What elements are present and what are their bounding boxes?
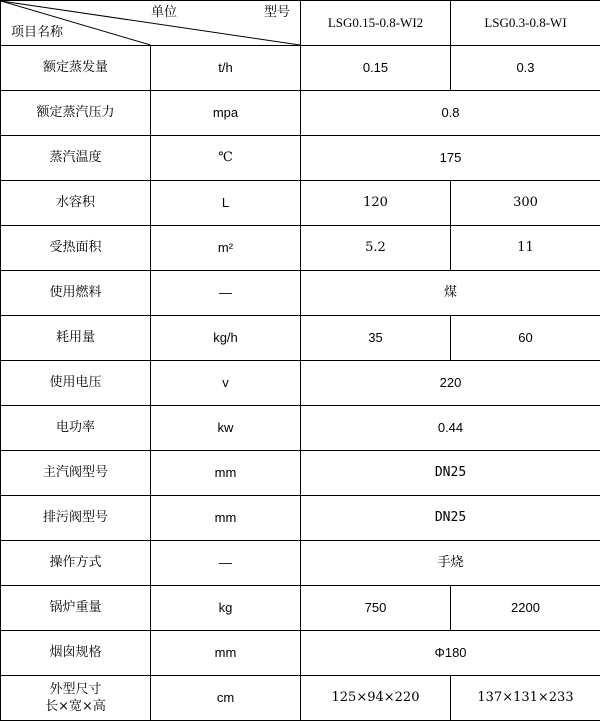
row-unit: mm: [151, 631, 301, 676]
row-name: 蒸汽温度: [1, 136, 151, 181]
row-value-model-2: 300: [451, 181, 600, 226]
table-row: [1, 226, 600, 271]
header-row: [1, 1, 600, 46]
row-name-line-2: 长×宽×高: [1, 698, 150, 715]
row-value-model-1: 750: [301, 586, 451, 631]
table-row: [1, 46, 600, 91]
table-row: [1, 91, 600, 136]
row-value-shared: 220: [301, 361, 600, 406]
table-row: [1, 541, 600, 586]
table-row: [1, 136, 600, 181]
row-value-shared: 手烧: [301, 541, 600, 586]
row-name: 使用电压: [1, 361, 151, 406]
row-value-shared: 175: [301, 136, 600, 181]
row-value-model-2: 11: [451, 226, 600, 271]
table-row: [1, 406, 600, 451]
row-unit: t/h: [151, 46, 301, 91]
row-value-shared: DN25: [301, 496, 600, 541]
table-row: [1, 586, 600, 631]
table-row: [1, 316, 600, 361]
row-value-model-2: 2200: [451, 586, 600, 631]
row-value-model-1: 35: [301, 316, 451, 361]
table-row: [1, 271, 600, 316]
table-row: [1, 631, 600, 676]
model-1-header: LSG0.15-0.8-WI2: [301, 1, 451, 46]
row-value-model-2: 0.3: [451, 46, 600, 91]
row-name: 受热面积: [1, 226, 151, 271]
row-value-shared: Φ180: [301, 631, 600, 676]
diagonal-header-cell: [1, 1, 301, 46]
row-unit: L: [151, 181, 301, 226]
row-unit: v: [151, 361, 301, 406]
row-name: 操作方式: [1, 541, 151, 586]
row-unit: kw: [151, 406, 301, 451]
row-name: [1, 676, 151, 721]
row-name: 额定蒸发量: [1, 46, 151, 91]
row-name: 烟囱规格: [1, 631, 151, 676]
row-value-shared: 0.44: [301, 406, 600, 451]
row-value-shared: 0.8: [301, 91, 600, 136]
unit-label: 单位: [151, 5, 177, 21]
table-row: [1, 181, 600, 226]
row-value-model-2: 137×131×233: [451, 676, 600, 721]
row-value-model-1: 5.2: [301, 226, 451, 271]
table-row: [1, 361, 600, 406]
row-value-model-1: 120: [301, 181, 451, 226]
row-name: 额定蒸汽压力: [1, 91, 151, 136]
item-name-label: 项目名称: [11, 25, 63, 41]
row-unit: m²: [151, 226, 301, 271]
table-row: [1, 451, 600, 496]
row-name: 水容积: [1, 181, 151, 226]
row-unit: cm: [151, 676, 301, 721]
table-row: [1, 676, 600, 721]
table-row: [1, 496, 600, 541]
row-name-line-1: 外型尺寸: [1, 681, 150, 698]
row-unit: kg/h: [151, 316, 301, 361]
row-value-shared: DN25: [301, 451, 600, 496]
row-unit: mpa: [151, 91, 301, 136]
row-unit: kg: [151, 586, 301, 631]
row-name: 主汽阀型号: [1, 451, 151, 496]
row-name: 耗用量: [1, 316, 151, 361]
model-label: 型号: [264, 5, 290, 21]
row-unit: —: [151, 271, 301, 316]
row-name: 锅炉重量: [1, 586, 151, 631]
row-value-model-1: 0.15: [301, 46, 451, 91]
row-name: 使用燃料: [1, 271, 151, 316]
row-name: 电功率: [1, 406, 151, 451]
row-value-shared: 煤: [301, 271, 600, 316]
row-unit: —: [151, 541, 301, 586]
row-unit: mm: [151, 451, 301, 496]
row-unit: mm: [151, 496, 301, 541]
row-value-model-2: 60: [451, 316, 600, 361]
row-name: 排污阀型号: [1, 496, 151, 541]
row-unit: ℃: [151, 136, 301, 181]
model-2-header: LSG0.3-0.8-WI: [451, 1, 600, 46]
row-value-model-1: 125×94×220: [301, 676, 451, 721]
